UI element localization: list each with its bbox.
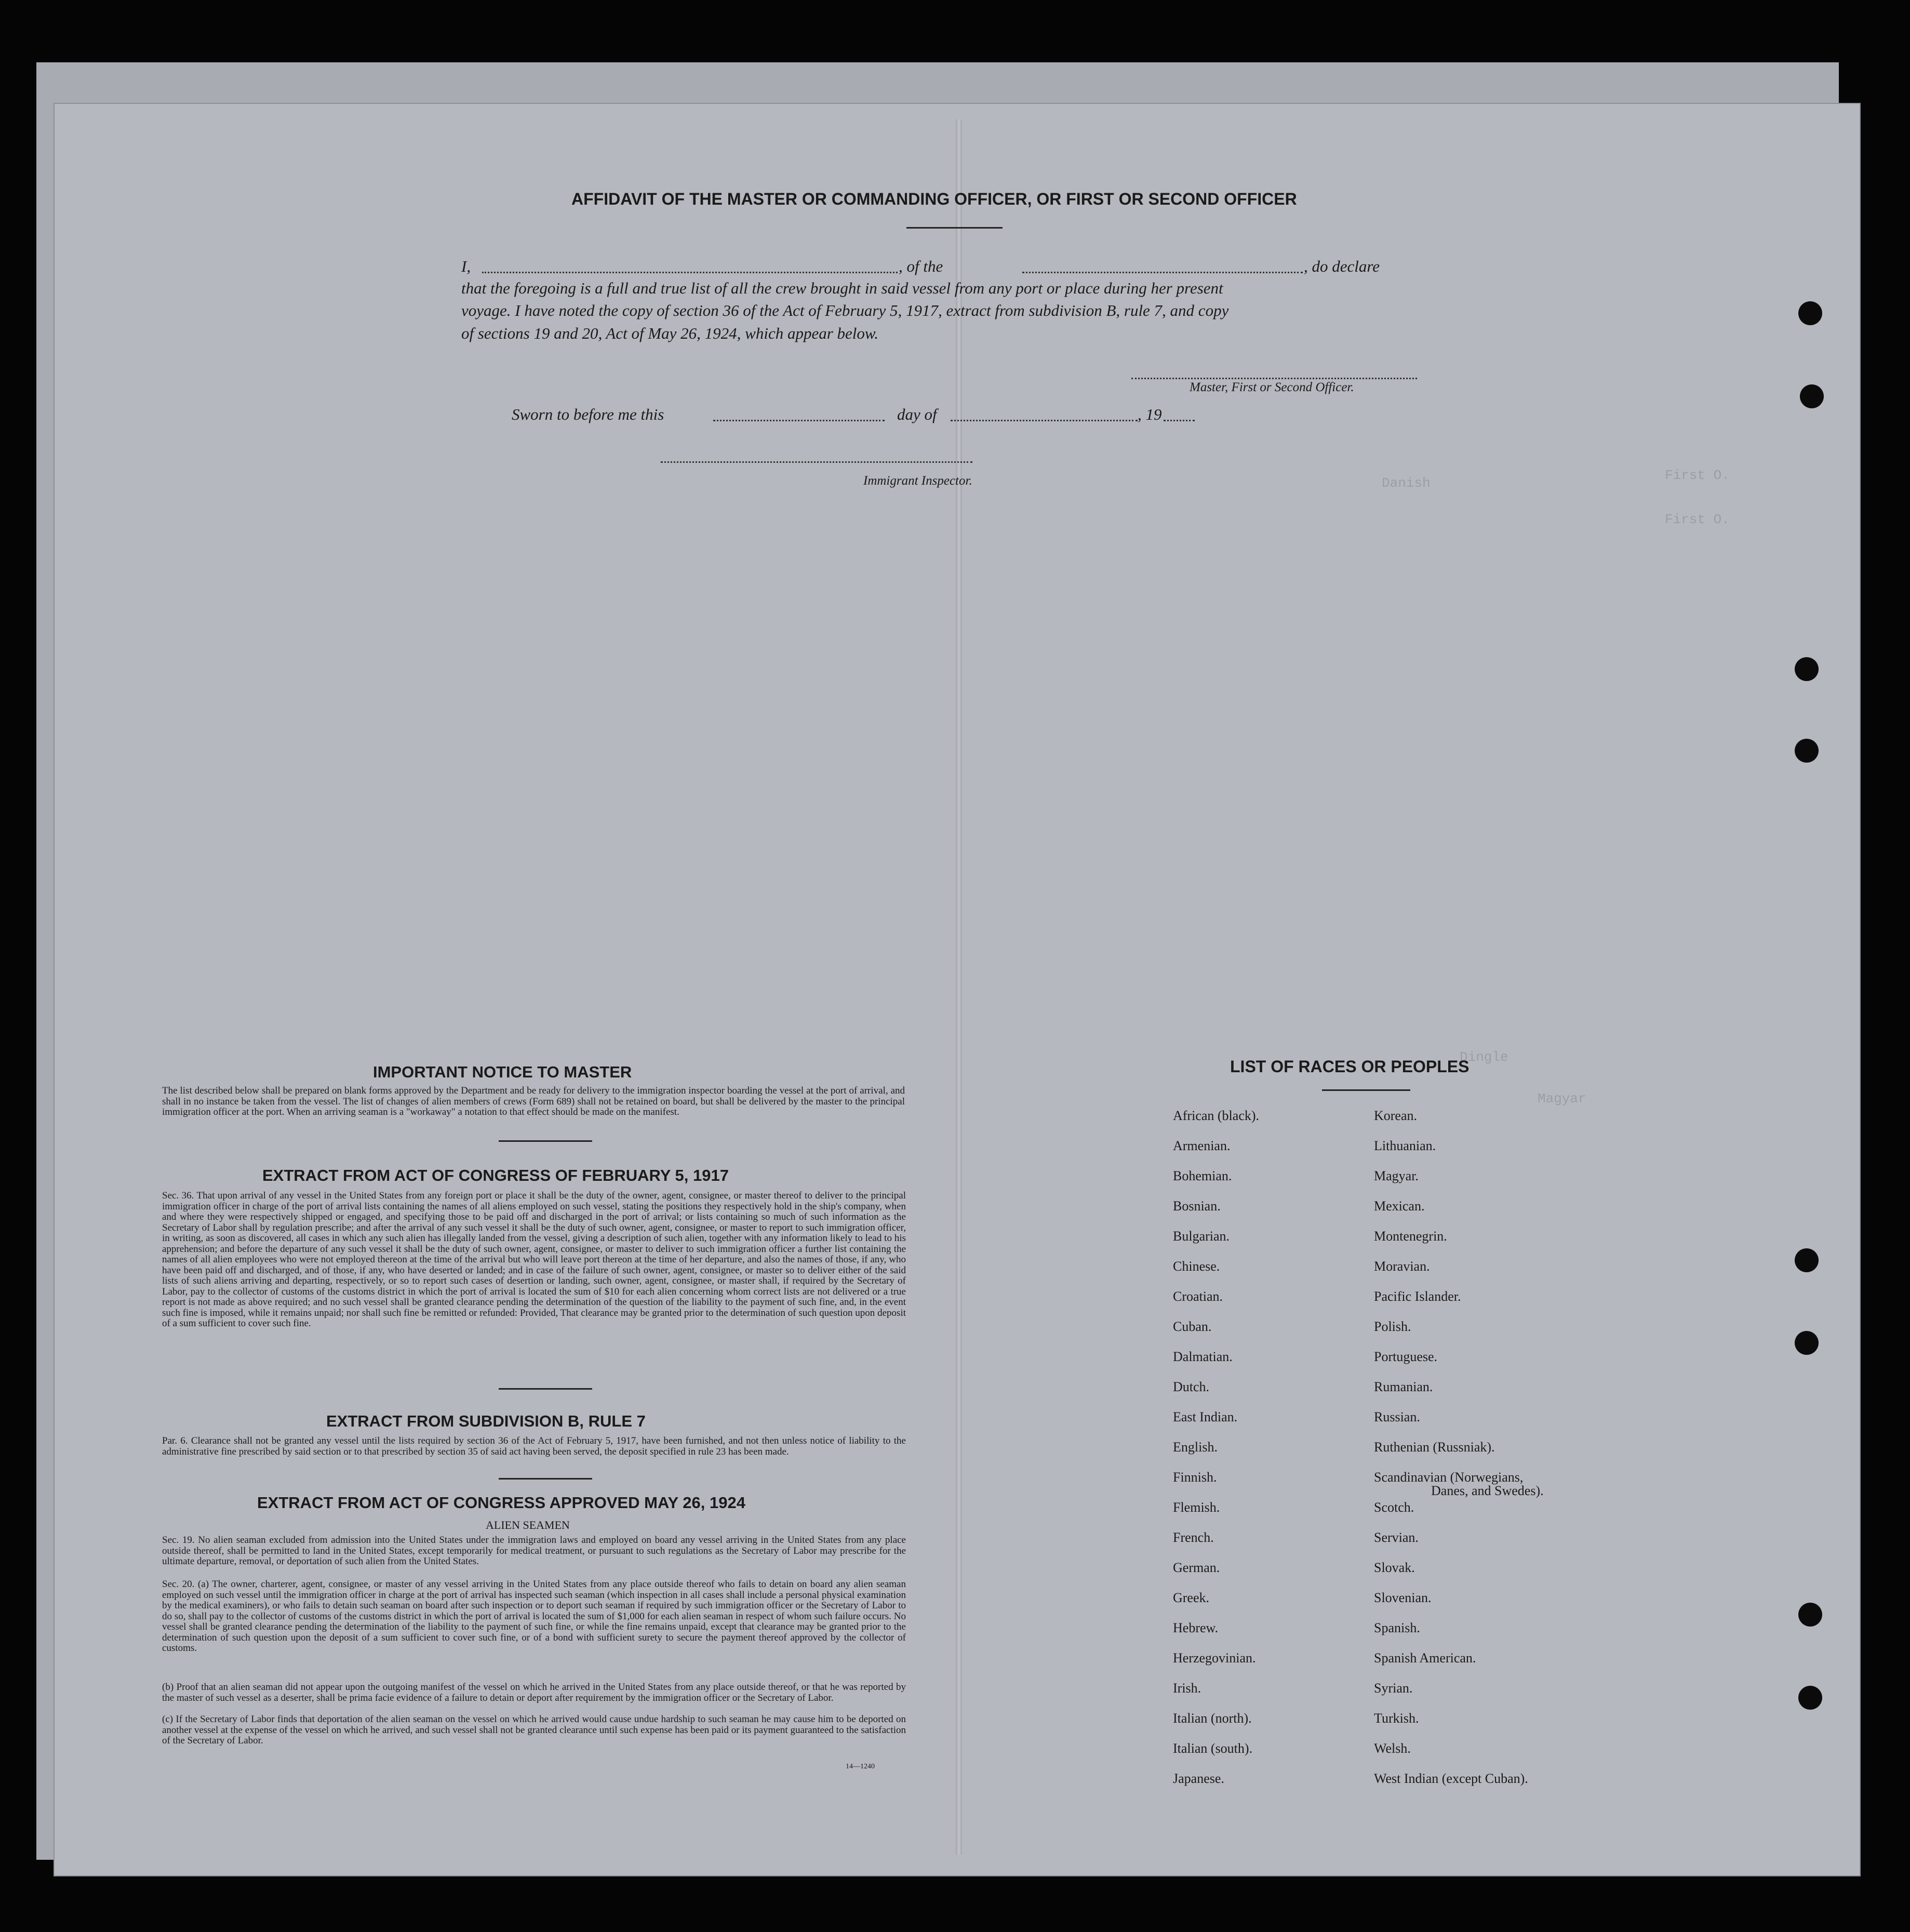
affidavit-line-2: that the foregoing is a full and true list of all the crew brought in said vessel from any port or place during her present xyxy=(461,279,1223,297)
race-item: French. xyxy=(1173,1530,1214,1545)
bleed-through-text: Magyar xyxy=(1538,1091,1586,1107)
notice-body: The list described below shall be prepared on blank forms approved by the Department and be ready for delivery to the immigration inspector boarding the vessel at the port of arrival, and shall in no instance be taken from the vessel. The list of changes of alien members of crews (Form 689) shall not be retained on board, but shall be delivered by the master to the principal immigration officer at the port. When an arriving seaman is a "workaway" a notation to that effect should be made on the manifest. xyxy=(162,1085,905,1117)
extract-1917-title: EXTRACT FROM ACT OF CONGRESS OF FEBRUARY 5, 1917 xyxy=(262,1166,729,1184)
race-item: Polish. xyxy=(1374,1319,1411,1334)
binder-hole xyxy=(1800,384,1824,408)
race-item: Chinese. xyxy=(1173,1259,1220,1274)
race-item: Bosnian. xyxy=(1173,1198,1221,1214)
inspector-signature-field[interactable] xyxy=(661,461,972,463)
race-item: Scandinavian (Norwegians, xyxy=(1374,1470,1524,1485)
signature-caption: Master, First or Second Officer. xyxy=(1190,380,1354,394)
declarant-prefix: I, xyxy=(461,257,471,275)
races-underline xyxy=(1322,1089,1410,1091)
affidavit-line-3: voyage. I have noted the copy of section 36 of the Act of February 5, 1917, extract from subdivision B, rule 7, and copy xyxy=(461,301,1229,319)
race-item: Slovenian. xyxy=(1374,1590,1432,1605)
race-item: African (black). xyxy=(1173,1108,1260,1123)
race-item: Montenegrin. xyxy=(1374,1229,1447,1244)
bleed-through-text: Danish xyxy=(1382,475,1431,491)
race-item: Flemish. xyxy=(1173,1500,1220,1515)
vessel-name-field[interactable] xyxy=(1022,272,1303,273)
race-item: East Indian. xyxy=(1173,1409,1238,1424)
race-item: Slovak. xyxy=(1374,1560,1415,1575)
race-item: Lithuanian. xyxy=(1374,1138,1436,1153)
binder-hole xyxy=(1795,657,1819,681)
race-item: Portuguese. xyxy=(1374,1349,1438,1364)
divider xyxy=(499,1140,592,1142)
sec20a-body: Sec. 20. (a) The owner, charterer, agent, consignee, or master of any vessel arriving in the United States from any place outside thereof who fails to detain on board any alien seaman employed on such vessel until the immigration officer in charge at the port of arrival has inspected such seaman (which inspection in all cases shall include a personal physical examination by the medical examiners), or who fails to detain such seaman on board after such inspection or to deport such seaman if required by such immigration officer or the Secretary of Labor to do so, shall pay to the collector of customs of the customs district in which the port of arrival is located the sum of $1,000 for each alien seaman in respect of whom such failure occurs. No vessel shall be granted clearance pending the determination of the liability to the payment of such fine, or while the fine remains unpaid, except that clearance may be granted prior to the determination of such question upon the deposit of a sum sufficient to cover such fine, or of a bond with sufficient surety to secure the payment thereof approved by the collector of customs. xyxy=(162,1579,906,1654)
race-item: Armenian. xyxy=(1173,1138,1231,1153)
bleed-through-text: Dingle xyxy=(1460,1049,1508,1065)
race-item: Spanish. xyxy=(1374,1620,1420,1635)
declarant-name-field[interactable] xyxy=(482,272,898,273)
binder-hole xyxy=(1795,1248,1819,1272)
sworn-day-field[interactable] xyxy=(713,420,885,421)
race-item: Croatian. xyxy=(1173,1289,1223,1304)
sworn-year-prefix: , 19 xyxy=(1138,405,1162,423)
race-item: Greek. xyxy=(1173,1590,1210,1605)
alien-seamen-subtitle: ALIEN SEAMEN xyxy=(486,1518,570,1531)
race-item: Bohemian. xyxy=(1173,1168,1232,1183)
race-item: Syrian. xyxy=(1374,1681,1413,1696)
race-item: Moravian. xyxy=(1374,1259,1430,1274)
race-item: Italian (south). xyxy=(1173,1741,1253,1756)
form-number: 14—1240 xyxy=(846,1763,875,1770)
races-title: LIST OF RACES OR PEOPLES xyxy=(1230,1057,1470,1076)
declare-suffix: , do declare xyxy=(1304,257,1380,275)
race-item: Cuban. xyxy=(1173,1319,1212,1334)
race-item: Ruthenian (Russniak). xyxy=(1374,1440,1495,1455)
race-item: Herzegovinian. xyxy=(1173,1650,1256,1665)
title-underline xyxy=(906,227,1003,229)
sworn-prefix: Sworn to before me this xyxy=(512,405,664,423)
race-item: Spanish American. xyxy=(1374,1650,1476,1665)
affidavit-line-4: of sections 19 and 20, Act of May 26, 1924, which appear below. xyxy=(461,324,879,342)
sworn-day-of: day of xyxy=(897,405,937,423)
bleed-through-text: First O. xyxy=(1665,512,1730,527)
race-item: Magyar. xyxy=(1374,1168,1419,1183)
race-item: Hebrew. xyxy=(1173,1620,1219,1635)
extract-1917-body: Sec. 36. That upon arrival of any vessel in the United States from any foreign port or place it shall be the duty of the owner, agent, consignee, or master thereof to deliver to the principal immigration officer in charge of the port of arrival lists containing the names of all aliens employed on such vessel, stating the positions they respectively hold in the ship's company, when and where they were respectively shipped or engaged, and specifying those to be paid off and discharged in the port of arrival; or lists containing so much of such information as the Secretary of Labor shall by regulation prescribe; and after the arrival of any such vessel it shall be the duty of such owner, agent, consignee, or master to report to such immigration officer, in writing, as soon as discovered, all cases in which any such alien has illegally landed from the vessel, giving a description of such alien, together with any information likely to lead to his apprehension; and before the departure of any such vessel it shall be the duty of such owner, agent, consignee, or master to deliver to such immigration officer a further list containing the names of all alien employees who were not employed thereon at the time of the arrival but who will leave port thereon at the time of her departure, and also the names of those, if any, who have been paid off and discharged, and of those, if any, who have deserted or landed; and in case of the failure of such owner, agent, consignee, or master so to deliver either of the said lists of such aliens arriving and departing, respectively, or so to report such cases of desertion or landing, such owner, agent, consignee, or master shall, if required by the Secretary of Labor, pay to the collector of customs of the customs district in which the port of arrival is located the sum of $10 for each alien concerning whom correct lists are not delivered or a true report is not made as above required; and no such vessel shall be granted clearance pending the determination of the question of the liability to the payment of such fine, and, in the event such fine is imposed, while it remains unpaid; nor shall such fine be remitted or refunded: Provided, That clearance may be granted prior to the determination of such question upon deposit of a sum sufficient to cover such fine. xyxy=(162,1190,906,1329)
race-item: Bulgarian. xyxy=(1173,1229,1230,1244)
race-item: Dalmatian. xyxy=(1173,1349,1233,1364)
extract-1924-title: EXTRACT FROM ACT OF CONGRESS APPROVED MAY 26, 1924 xyxy=(257,1494,745,1512)
page-fold xyxy=(956,119,962,1855)
binder-hole xyxy=(1795,1331,1819,1355)
inspector-caption: Immigrant Inspector. xyxy=(863,474,972,488)
race-item: Pacific Islander. xyxy=(1374,1289,1461,1304)
binder-hole xyxy=(1798,1686,1822,1710)
race-item: Mexican. xyxy=(1374,1198,1425,1214)
race-item: Irish. xyxy=(1173,1681,1201,1696)
race-item: Rumanian. xyxy=(1374,1379,1433,1394)
sec19-body: Sec. 19. No alien seaman excluded from admission into the United States under the immigration laws and employed on board any vessel arriving in the United States from any place outside thereof, shall be permitted to land in the United States, except temporarily for medical treatment, or pursuant to such regulations as the Secretary of Labor may prescribe for the ultimate departure, removal, or deportation of such alien from the United States. xyxy=(162,1535,906,1567)
sec20b-body: (b) Proof that an alien seaman did not appear upon the outgoing manifest of the vessel on which he arrived in the United States from any place outside thereof, or that he was reported by the master of such vessel as a deserter, shall be prima facie evidence of a failure to detain or deport after requirement by the immigration officer or the Secretary of Labor. xyxy=(162,1682,906,1703)
race-item: Turkish. xyxy=(1374,1711,1419,1726)
race-item: Servian. xyxy=(1374,1530,1419,1545)
divider xyxy=(499,1388,592,1390)
affidavit-title: AFFIDAVIT OF THE MASTER OR COMMANDING OFFICER, OR FIRST OR SECOND OFFICER xyxy=(571,190,1297,208)
vessel-prefix: , of the xyxy=(899,257,943,275)
race-item: Dutch. xyxy=(1173,1379,1210,1394)
sec20c-body: (c) If the Secretary of Labor finds that deportation of the alien seaman on the vessel on which he arrived would cause undue hardship to such seaman he may cause him to be deported on another vessel at the expense of the vessel on which he arrived, and such vessel shall not be granted clearance until such expense has been paid or its payment guaranteed to the satisfaction of the Secretary of Labor. xyxy=(162,1714,906,1746)
race-item: German. xyxy=(1173,1560,1220,1575)
race-item: Korean. xyxy=(1374,1108,1418,1123)
sworn-month-field[interactable] xyxy=(951,420,1138,421)
sworn-year-field[interactable] xyxy=(1164,420,1195,421)
extract-rule7-title: EXTRACT FROM SUBDIVISION B, RULE 7 xyxy=(326,1412,646,1430)
race-item: Danes, and Swedes). xyxy=(1431,1483,1544,1498)
notice-title: IMPORTANT NOTICE TO MASTER xyxy=(373,1063,632,1081)
race-item: Japanese. xyxy=(1173,1771,1224,1786)
race-item: Scotch. xyxy=(1374,1500,1414,1515)
race-item: Finnish. xyxy=(1173,1470,1217,1485)
sworn-line xyxy=(512,405,1208,426)
race-item: Italian (north). xyxy=(1173,1711,1252,1726)
extract-rule7-body: Par. 6. Clearance shall not be granted any vessel until the lists required by section 36 of the Act of February 5, 1917, have been furnished, and not then unless notice of liability to the administrative fine prescribed by said section or to that prescribed by section 35 of said act having been served, the deposit specified in rule 23 has been made. xyxy=(162,1435,906,1457)
master-signature-field[interactable] xyxy=(1131,378,1417,379)
race-item: Russian. xyxy=(1374,1409,1420,1424)
race-item: Welsh. xyxy=(1374,1741,1411,1756)
race-item: West Indian (except Cuban). xyxy=(1374,1771,1528,1786)
declaration-line xyxy=(461,257,1452,278)
binder-hole xyxy=(1795,739,1819,763)
binder-hole xyxy=(1798,301,1822,325)
bleed-through-text: First O. xyxy=(1665,468,1730,483)
binder-hole xyxy=(1798,1603,1822,1627)
race-item: English. xyxy=(1173,1440,1218,1455)
divider xyxy=(499,1478,592,1480)
